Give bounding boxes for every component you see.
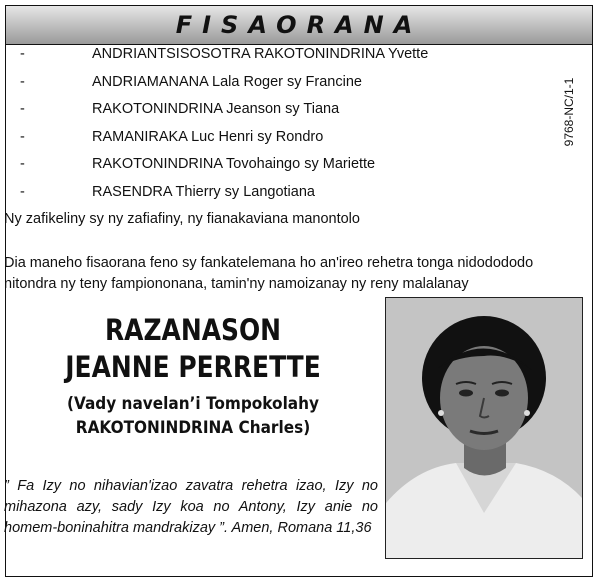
bible-quote: ” Fa Izy no nihavian'izao zavatra rehetra izao, Izy no mihazona azy, sady Izy koa no Antony, Izy anie no homem-boninahitra mandrakizay ”. Amen, Romana 11,36	[4, 478, 378, 536]
list-dash: -	[20, 101, 25, 117]
list-dash: -	[20, 128, 25, 145]
list-dash: -	[20, 46, 25, 62]
list-item	[0, 101, 600, 129]
family-name: ANDRIAMANANA Lala Roger sy Francine	[92, 73, 362, 90]
deceased-name-line1: RAZANASON	[104, 313, 282, 347]
list-item	[0, 46, 600, 74]
list-item	[0, 74, 600, 102]
portrait-illustration	[386, 298, 582, 558]
list-item	[0, 156, 600, 184]
reference-code: 9768-NC/1-1	[562, 77, 576, 147]
family-name: RASENDRA Thierry sy Langotiana	[92, 183, 315, 200]
spouse-line2: RAKOTONINDRINA Charles)	[75, 418, 311, 438]
family-name: RAMANIRAKA Luc Henri sy Rondro	[92, 128, 324, 145]
family-name: RAKOTONINDRINA Tovohaingo sy Mariette	[92, 156, 376, 172]
header-title: FISAORANA	[175, 11, 423, 39]
list-dash: -	[20, 183, 25, 200]
header-bar	[6, 6, 592, 45]
list-dash: -	[20, 73, 25, 90]
list-item	[0, 184, 600, 212]
family-name: RAKOTONINDRINA Jeanson sy Tiana	[92, 101, 340, 117]
spouse-line1: (Vady navelan’i Tompokolahy	[66, 394, 320, 414]
deceased-block	[18, 312, 368, 440]
list-dash: -	[20, 156, 25, 172]
thanks-paragraph: Dia maneho fisaorana feno sy fankatelemana ho an'ireo rehetra tonga nidodododo nitondra ny teny fampiononana, tamin'ny namoizanay ny reny malalanay	[4, 255, 534, 292]
family-paragraph: Ny zafikeliny sy ny zafiafiny, ny fianakaviana manontolo	[4, 211, 360, 227]
list-item	[0, 129, 600, 157]
names-list	[0, 46, 600, 211]
family-name: ANDRIANTSISOSOTRA RAKOTONINDRINA Yvette	[92, 46, 429, 62]
deceased-name-line2: JEANNE PERRETTE	[65, 350, 321, 384]
portrait-photo	[385, 297, 583, 559]
